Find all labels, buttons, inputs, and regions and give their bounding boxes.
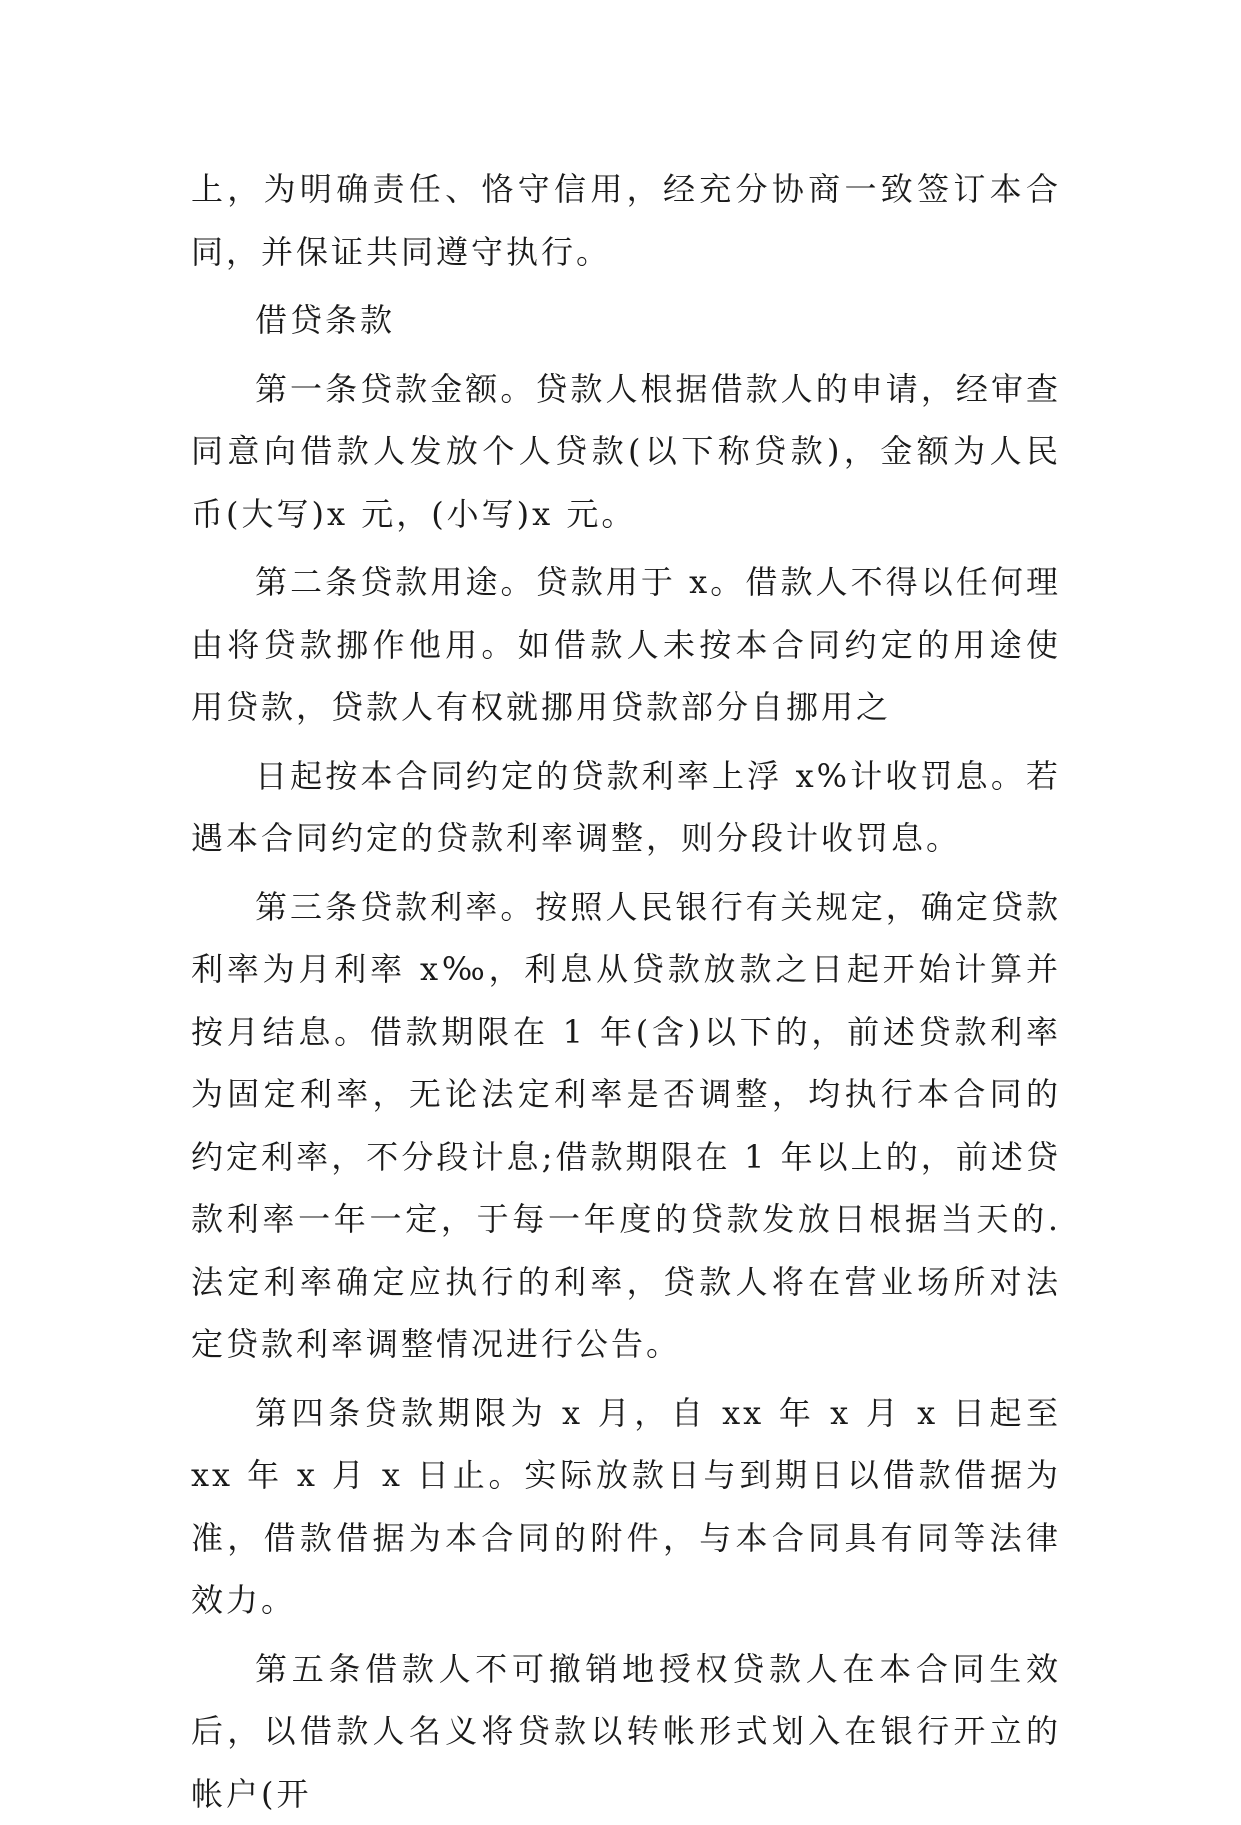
paragraph-article-2-continued: 日起按本合同约定的贷款利率上浮 x%计收罚息。若遇本合同约定的贷款利率调整，则分段计收罚息。 xyxy=(191,745,1061,870)
paragraph-article-1: 第一条贷款金额。贷款人根据借款人的申请，经审查同意向借款人发放个人贷款(以下称贷款)，金额为人民币(大写)x 元，(小写)x 元。 xyxy=(191,358,1061,546)
section-heading-loan-terms: 借贷条款 xyxy=(191,289,1061,352)
paragraph-article-4: 第四条贷款期限为 x 月，自 xx 年 x 月 x 日起至 xx 年 x 月 x 日止。实际放款日与到期日以借款借据为准，借款借据为本合同的附件，与本合同具有同等法律效力。 xyxy=(191,1382,1061,1632)
paragraph-article-5: 第五条借款人不可撤销地授权贷款人在本合同生效后，以借款人名义将贷款以转帐形式划入在银行开立的帐户(开 xyxy=(191,1638,1061,1825)
paragraph-intro-continuation: 上，为明确责任、恪守信用，经充分协商一致签订本合同，并保证共同遵守执行。 xyxy=(191,158,1061,283)
paragraph-article-2: 第二条贷款用途。贷款用于 x。借款人不得以任何理由将贷款挪作他用。如借款人未按本合同约定的用途使用贷款，贷款人有权就挪用贷款部分自挪用之 xyxy=(191,551,1061,739)
paragraph-article-3: 第三条贷款利率。按照人民银行有关规定，确定贷款利率为月利率 x‰，利息从贷款放款之日起开始计算并按月结息。借款期限在 1 年(含)以下的，前述贷款利率为固定利率，无论法定利率是否调整，均执行本合同的约定利率，不分段计息;借款期限在 1 年以上的，前述贷款利率一年一定，于每一年度的贷款发放日根据当天的.法定利率确定应执行的利率，贷款人将在营业场所对法定贷款利率调整情况进行公告。 xyxy=(191,876,1061,1376)
document-body xyxy=(191,158,1061,1825)
